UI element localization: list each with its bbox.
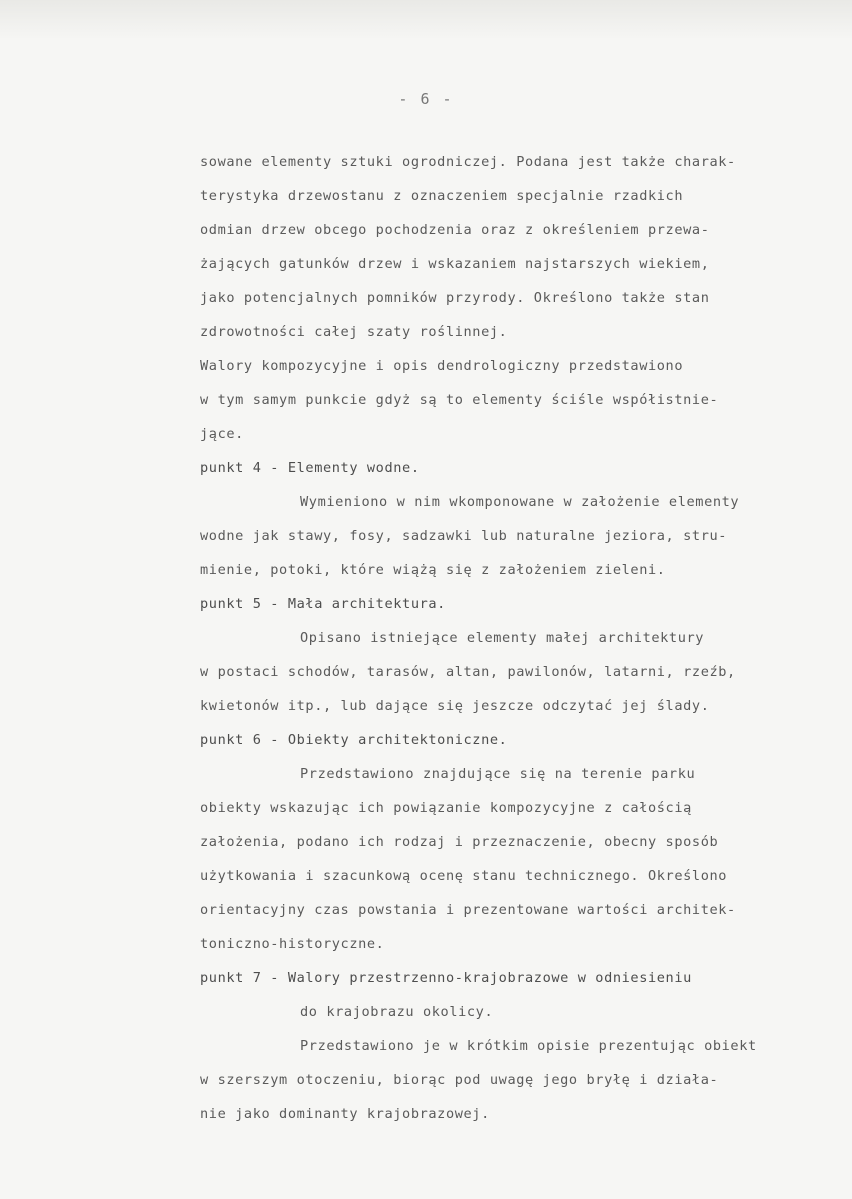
text-line: w tym samym punkcie gdyż są to elementy ściśle współistnie- — [200, 392, 719, 408]
text-line: do krajobrazu okolicy. — [300, 1004, 494, 1020]
text-line: użytkowania i szacunkową ocenę stanu technicznego. Określono — [200, 868, 728, 884]
text-line: żających gatunków drzew i wskazaniem najstarszych wiekiem, — [200, 256, 710, 272]
section-heading-punkt-4: punkt 4 - Elementy wodne. — [200, 460, 420, 476]
text-line: toniczno-historyczne. — [200, 936, 385, 952]
text-line: zdrowotności całej szaty roślinnej. — [200, 324, 508, 340]
text-line: jako potencjalnych pomników przyrody. Określono także stan — [200, 290, 710, 306]
section-heading-punkt-6: punkt 6 - Obiekty architektoniczne. — [200, 732, 508, 748]
text-line: Wymieniono w nim wkomponowane w założenie elementy — [300, 494, 740, 510]
text-line: w postaci schodów, tarasów, altan, pawilonów, latarni, rzeźb, — [200, 664, 736, 680]
section-heading-punkt-7: punkt 7 - Walory przestrzenno-krajobrazowe w odniesieniu — [200, 970, 692, 986]
page-number: - 6 - — [398, 90, 454, 108]
text-line: Opisano istniejące elementy małej architektury — [300, 630, 705, 646]
section-heading-punkt-5: punkt 5 - Mała architektura. — [200, 596, 446, 612]
text-line: w szerszym otoczeniu, biorąc pod uwagę jego bryłę i działa- — [200, 1072, 719, 1088]
text-line: orientacyjny czas powstania i prezentowane wartości architek- — [200, 902, 736, 918]
text-line: jące. — [200, 426, 244, 442]
text-line: nie jako dominanty krajobrazowej. — [200, 1106, 490, 1122]
text-line: sowane elementy sztuki ogrodniczej. Podana jest także charak- — [200, 154, 736, 170]
text-line: terystyka drzewostanu z oznaczeniem specjalnie rzadkich — [200, 188, 684, 204]
text-line: Przedstawiono je w krótkim opisie prezentując obiekt — [300, 1038, 757, 1054]
text-line: mienie, potoki, które wiążą się z założeniem zieleni. — [200, 562, 666, 578]
scan-shadow — [0, 0, 852, 40]
text-line: Walory kompozycyjne i opis dendrologiczny przedstawiono — [200, 358, 684, 374]
text-line: obiekty wskazując ich powiązanie kompozycyjne z całością — [200, 800, 692, 816]
text-line: kwietonów itp., lub dające się jeszcze odczytać jej ślady. — [200, 698, 710, 714]
text-line: założenia, podano ich rodzaj i przeznaczenie, obecny sposób — [200, 834, 719, 850]
text-line: Przedstawiono znajdujące się na terenie parku — [300, 766, 696, 782]
text-line: wodne jak stawy, fosy, sadzawki lub naturalne jeziora, stru- — [200, 528, 728, 544]
text-line: odmian drzew obcego pochodzenia oraz z określeniem przewa- — [200, 222, 710, 238]
